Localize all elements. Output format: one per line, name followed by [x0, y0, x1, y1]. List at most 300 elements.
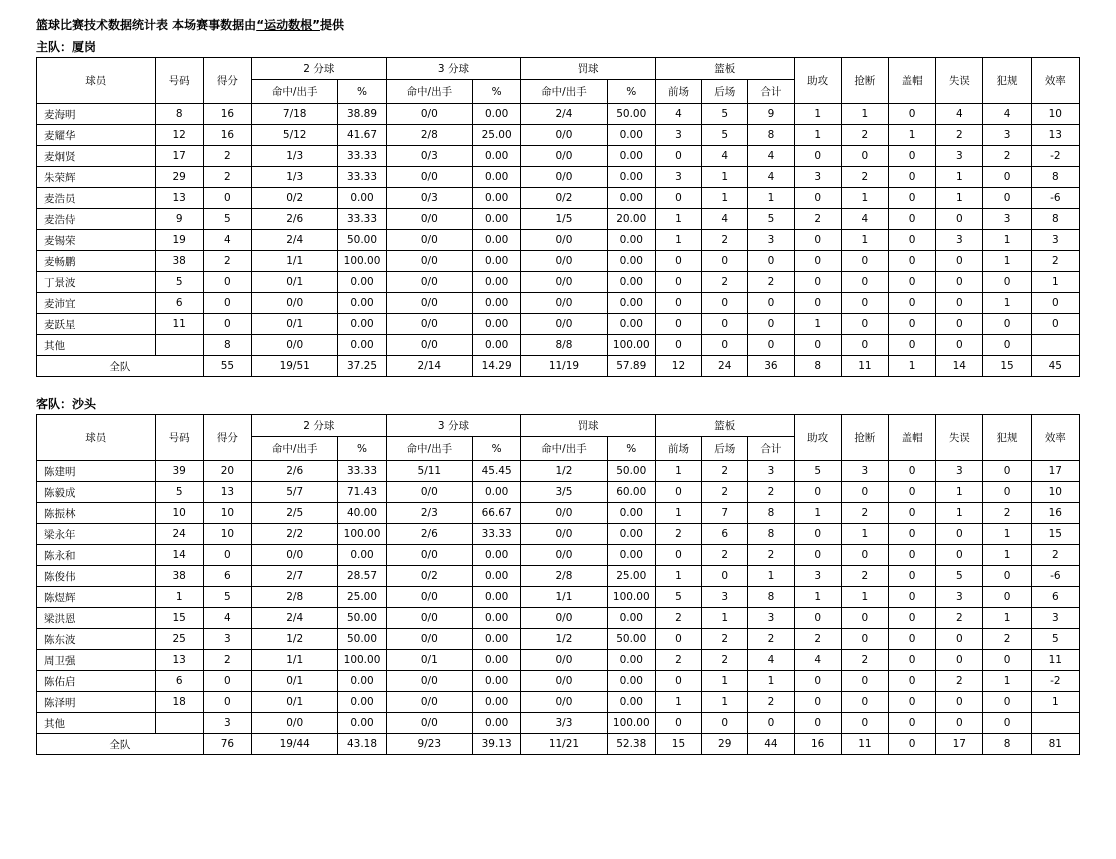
- player-row: [37, 104, 1080, 125]
- cell-assists: 1: [794, 587, 841, 608]
- cell-total-steals: 11: [841, 734, 888, 755]
- team-total-row: [37, 356, 1080, 377]
- cell-def-rebounds: 1: [702, 671, 748, 692]
- cell-total-three-pt-made-att: 2/14: [386, 356, 472, 377]
- cell-total-rebounds: 3: [748, 608, 794, 629]
- cell-efficiency: 15: [1031, 524, 1079, 545]
- cell-ft-pct: 0.00: [607, 146, 655, 167]
- player-row: [37, 713, 1080, 734]
- cell-player-name: 陈佑启: [37, 671, 156, 692]
- title-suffix: 提供: [319, 18, 344, 32]
- cell-fouls: 0: [983, 314, 1031, 335]
- cell-three-pt-pct: 0.00: [473, 167, 521, 188]
- cell-three-pt-pct: 0.00: [473, 104, 521, 125]
- subheader-made-att: 命中/出手: [521, 437, 607, 461]
- header-three-pt: 3 分球: [386, 58, 521, 80]
- cell-assists: 0: [794, 692, 841, 713]
- subheader-made-att: 命中/出手: [252, 80, 338, 104]
- cell-efficiency: 3: [1031, 608, 1079, 629]
- cell-two-pt-pct: 100.00: [338, 524, 386, 545]
- cell-ft-made-att: 0/0: [521, 167, 607, 188]
- cell-three-pt-made-att: 5/11: [386, 461, 472, 482]
- cell-turnovers: 0: [936, 209, 983, 230]
- cell-off-rebounds: 3: [655, 125, 701, 146]
- cell-two-pt-made-att: 5/7: [252, 482, 338, 503]
- cell-efficiency: 17: [1031, 461, 1079, 482]
- header-three-pt: 3 分球: [386, 415, 521, 437]
- cell-efficiency: 6: [1031, 587, 1079, 608]
- cell-ft-made-att: 1/1: [521, 587, 607, 608]
- cell-efficiency: 0: [1031, 293, 1079, 314]
- cell-player-name: 丁景波: [37, 272, 156, 293]
- cell-two-pt-pct: 0.00: [338, 293, 386, 314]
- cell-def-rebounds: 0: [702, 293, 748, 314]
- cell-three-pt-made-att: 2/8: [386, 125, 472, 146]
- cell-points: 2: [203, 146, 251, 167]
- cell-total-blocks: 0: [888, 734, 935, 755]
- cell-steals: 0: [841, 272, 888, 293]
- team-total-label: 全队: [37, 356, 204, 377]
- cell-fouls: 0: [983, 650, 1031, 671]
- header-assists: 助攻: [794, 58, 841, 104]
- cell-number: 6: [155, 671, 203, 692]
- cell-three-pt-pct: 0.00: [473, 587, 521, 608]
- subheader-total: 合计: [748, 80, 794, 104]
- cell-ft-made-att: 1/2: [521, 461, 607, 482]
- cell-two-pt-made-att: 0/1: [252, 314, 338, 335]
- cell-off-rebounds: 1: [655, 209, 701, 230]
- subheader-pct: %: [338, 80, 386, 104]
- cell-assists: 0: [794, 251, 841, 272]
- cell-three-pt-pct: 0.00: [473, 566, 521, 587]
- header-blocks: 盖帽: [888, 415, 935, 461]
- cell-total-two-pt-pct: 37.25: [338, 356, 386, 377]
- header-free-throw: 罚球: [521, 58, 656, 80]
- cell-efficiency: -6: [1031, 566, 1079, 587]
- cell-turnovers: 0: [936, 293, 983, 314]
- header-rebounds: 篮板: [655, 415, 794, 437]
- cell-blocks: 0: [888, 167, 935, 188]
- data-source-name: “运动数根”: [256, 18, 320, 32]
- cell-blocks: 0: [888, 272, 935, 293]
- cell-player-name: 陈振林: [37, 503, 156, 524]
- cell-three-pt-made-att: 2/6: [386, 524, 472, 545]
- cell-ft-pct: 0.00: [607, 167, 655, 188]
- cell-three-pt-pct: 45.45: [473, 461, 521, 482]
- cell-fouls: 2: [983, 629, 1031, 650]
- cell-fouls: 1: [983, 524, 1031, 545]
- cell-efficiency: -2: [1031, 146, 1079, 167]
- cell-ft-pct: 50.00: [607, 629, 655, 650]
- cell-points: 2: [203, 251, 251, 272]
- player-row: [37, 251, 1080, 272]
- subheader-made-att: 命中/出手: [386, 437, 472, 461]
- cell-three-pt-made-att: 0/0: [386, 272, 472, 293]
- cell-ft-pct: 0.00: [607, 545, 655, 566]
- cell-steals: 4: [841, 209, 888, 230]
- cell-turnovers: 1: [936, 482, 983, 503]
- cell-steals: 0: [841, 146, 888, 167]
- cell-points: 16: [203, 125, 251, 146]
- subheader-offensive: 前场: [655, 437, 701, 461]
- cell-blocks: 0: [888, 608, 935, 629]
- cell-fouls: 1: [983, 230, 1031, 251]
- cell-points: 3: [203, 713, 251, 734]
- player-row: [37, 335, 1080, 356]
- cell-two-pt-pct: 33.33: [338, 209, 386, 230]
- cell-ft-pct: 0.00: [607, 272, 655, 293]
- cell-def-rebounds: 2: [702, 272, 748, 293]
- cell-fouls: 2: [983, 146, 1031, 167]
- cell-two-pt-pct: 0.00: [338, 545, 386, 566]
- cell-number: 18: [155, 692, 203, 713]
- cell-def-rebounds: 2: [702, 545, 748, 566]
- cell-two-pt-made-att: 1/2: [252, 629, 338, 650]
- cell-two-pt-pct: 50.00: [338, 629, 386, 650]
- cell-two-pt-made-att: 1/3: [252, 146, 338, 167]
- cell-points: 5: [203, 587, 251, 608]
- subheader-pct: %: [607, 437, 655, 461]
- cell-number: 9: [155, 209, 203, 230]
- player-row: [37, 167, 1080, 188]
- cell-two-pt-made-att: 1/1: [252, 251, 338, 272]
- cell-off-rebounds: 1: [655, 230, 701, 251]
- header-two-pt: 2 分球: [252, 415, 387, 437]
- cell-ft-pct: 20.00: [607, 209, 655, 230]
- cell-three-pt-pct: 0.00: [473, 482, 521, 503]
- player-row: [37, 608, 1080, 629]
- cell-def-rebounds: 6: [702, 524, 748, 545]
- cell-turnovers: 2: [936, 125, 983, 146]
- cell-def-rebounds: 0: [702, 251, 748, 272]
- cell-two-pt-pct: 38.89: [338, 104, 386, 125]
- cell-turnovers: 1: [936, 503, 983, 524]
- cell-assists: 0: [794, 482, 841, 503]
- cell-two-pt-pct: 33.33: [338, 167, 386, 188]
- cell-efficiency: 1: [1031, 272, 1079, 293]
- cell-total-assists: 8: [794, 356, 841, 377]
- cell-turnovers: 0: [936, 692, 983, 713]
- player-row: [37, 629, 1080, 650]
- cell-ft-pct: 0.00: [607, 650, 655, 671]
- cell-three-pt-pct: 0.00: [473, 335, 521, 356]
- cell-blocks: 0: [888, 209, 935, 230]
- cell-def-rebounds: 2: [702, 650, 748, 671]
- cell-total-rebounds: 2: [748, 692, 794, 713]
- cell-total-rebounds: 1: [748, 566, 794, 587]
- cell-steals: 2: [841, 650, 888, 671]
- cell-total-rebounds: 3: [748, 230, 794, 251]
- cell-number: 38: [155, 251, 203, 272]
- cell-assists: 2: [794, 629, 841, 650]
- cell-number: 17: [155, 146, 203, 167]
- cell-total-rebounds: 4: [748, 146, 794, 167]
- cell-assists: 0: [794, 608, 841, 629]
- cell-ft-pct: 0.00: [607, 188, 655, 209]
- cell-assists: 0: [794, 524, 841, 545]
- cell-two-pt-pct: 0.00: [338, 713, 386, 734]
- cell-total-rebounds: 8: [748, 125, 794, 146]
- cell-two-pt-made-att: 1/1: [252, 650, 338, 671]
- cell-efficiency: 10: [1031, 104, 1079, 125]
- cell-three-pt-pct: 0.00: [473, 251, 521, 272]
- cell-points: 10: [203, 524, 251, 545]
- header-fouls: 犯规: [983, 58, 1031, 104]
- cell-off-rebounds: 0: [655, 545, 701, 566]
- cell-blocks: 0: [888, 230, 935, 251]
- cell-off-rebounds: 0: [655, 671, 701, 692]
- cell-turnovers: 2: [936, 608, 983, 629]
- cell-assists: 2: [794, 209, 841, 230]
- header-number: 号码: [155, 415, 203, 461]
- cell-ft-pct: 50.00: [607, 461, 655, 482]
- cell-blocks: 0: [888, 482, 935, 503]
- cell-player-name: 陈东波: [37, 629, 156, 650]
- header-points: 得分: [203, 415, 251, 461]
- cell-two-pt-pct: 0.00: [338, 335, 386, 356]
- cell-player-name: 其他: [37, 713, 156, 734]
- player-row: [37, 293, 1080, 314]
- cell-steals: 1: [841, 188, 888, 209]
- player-row: [37, 125, 1080, 146]
- header-row: [37, 415, 1080, 437]
- cell-efficiency: 8: [1031, 209, 1079, 230]
- cell-blocks: 0: [888, 335, 935, 356]
- cell-steals: 0: [841, 713, 888, 734]
- cell-turnovers: 1: [936, 188, 983, 209]
- player-row: [37, 650, 1080, 671]
- cell-off-rebounds: 0: [655, 188, 701, 209]
- cell-total-rebounds: 8: [748, 587, 794, 608]
- cell-two-pt-made-att: 2/6: [252, 209, 338, 230]
- cell-def-rebounds: 4: [702, 209, 748, 230]
- cell-steals: 0: [841, 671, 888, 692]
- player-row: [37, 482, 1080, 503]
- header-blocks: 盖帽: [888, 58, 935, 104]
- cell-total-steals: 11: [841, 356, 888, 377]
- cell-player-name: 麦沛宜: [37, 293, 156, 314]
- cell-fouls: 0: [983, 692, 1031, 713]
- cell-blocks: 0: [888, 629, 935, 650]
- cell-assists: 0: [794, 335, 841, 356]
- cell-number: 15: [155, 608, 203, 629]
- cell-turnovers: 0: [936, 524, 983, 545]
- cell-ft-made-att: 8/8: [521, 335, 607, 356]
- cell-three-pt-made-att: 0/0: [386, 314, 472, 335]
- cell-turnovers: 0: [936, 251, 983, 272]
- cell-total-rebounds: 9: [748, 104, 794, 125]
- cell-two-pt-pct: 50.00: [338, 608, 386, 629]
- cell-total-three-pt-made-att: 9/23: [386, 734, 472, 755]
- cell-steals: 0: [841, 251, 888, 272]
- cell-def-rebounds: 1: [702, 188, 748, 209]
- cell-off-rebounds: 1: [655, 566, 701, 587]
- cell-three-pt-made-att: 0/0: [386, 251, 472, 272]
- cell-fouls: 2: [983, 503, 1031, 524]
- cell-steals: 0: [841, 335, 888, 356]
- player-row: [37, 272, 1080, 293]
- cell-efficiency: 2: [1031, 545, 1079, 566]
- cell-three-pt-made-att: 0/0: [386, 167, 472, 188]
- team-total-label: 全队: [37, 734, 204, 755]
- cell-efficiency: -2: [1031, 671, 1079, 692]
- cell-ft-made-att: 0/0: [521, 608, 607, 629]
- cell-ft-pct: 0.00: [607, 692, 655, 713]
- cell-off-rebounds: 2: [655, 524, 701, 545]
- cell-ft-pct: 0.00: [607, 503, 655, 524]
- header-points: 得分: [203, 58, 251, 104]
- cell-steals: 2: [841, 503, 888, 524]
- cell-turnovers: 1: [936, 167, 983, 188]
- cell-number: 19: [155, 230, 203, 251]
- cell-three-pt-made-att: 0/1: [386, 650, 472, 671]
- cell-number: [155, 713, 203, 734]
- cell-total-efficiency: 45: [1031, 356, 1079, 377]
- cell-three-pt-pct: 0.00: [473, 692, 521, 713]
- cell-two-pt-made-att: 0/0: [252, 545, 338, 566]
- cell-three-pt-pct: 0.00: [473, 545, 521, 566]
- cell-ft-made-att: 2/8: [521, 566, 607, 587]
- header-assists: 助攻: [794, 415, 841, 461]
- cell-number: 39: [155, 461, 203, 482]
- cell-ft-made-att: 1/5: [521, 209, 607, 230]
- cell-def-rebounds: 0: [702, 314, 748, 335]
- cell-assists: 1: [794, 104, 841, 125]
- cell-two-pt-pct: 40.00: [338, 503, 386, 524]
- cell-three-pt-pct: 0.00: [473, 671, 521, 692]
- cell-two-pt-pct: 25.00: [338, 587, 386, 608]
- cell-steals: 2: [841, 167, 888, 188]
- cell-assists: 4: [794, 650, 841, 671]
- cell-total-blocks: 1: [888, 356, 935, 377]
- cell-total-rebounds: 8: [748, 524, 794, 545]
- cell-ft-made-att: 0/0: [521, 650, 607, 671]
- cell-def-rebounds: 5: [702, 125, 748, 146]
- cell-three-pt-made-att: 2/3: [386, 503, 472, 524]
- cell-two-pt-pct: 0.00: [338, 671, 386, 692]
- cell-def-rebounds: 2: [702, 461, 748, 482]
- title-prefix: 篮球比赛技术数据统计表 本场赛事数据由: [36, 18, 257, 32]
- subheader-pct: %: [473, 80, 521, 104]
- cell-turnovers: 0: [936, 713, 983, 734]
- cell-three-pt-pct: 66.67: [473, 503, 521, 524]
- cell-off-rebounds: 0: [655, 335, 701, 356]
- cell-off-rebounds: 2: [655, 608, 701, 629]
- cell-points: 3: [203, 629, 251, 650]
- cell-number: [155, 335, 203, 356]
- cell-total-points: 55: [203, 356, 251, 377]
- cell-turnovers: 3: [936, 461, 983, 482]
- cell-blocks: 0: [888, 524, 935, 545]
- cell-total-turnovers: 17: [936, 734, 983, 755]
- cell-two-pt-made-att: 2/7: [252, 566, 338, 587]
- header-rebounds: 篮板: [655, 58, 794, 80]
- cell-turnovers: 0: [936, 272, 983, 293]
- cell-points: 0: [203, 188, 251, 209]
- cell-off-rebounds: 3: [655, 167, 701, 188]
- cell-total-rebounds: 5: [748, 209, 794, 230]
- cell-turnovers: 0: [936, 650, 983, 671]
- cell-two-pt-made-att: 0/1: [252, 692, 338, 713]
- cell-turnovers: 3: [936, 230, 983, 251]
- cell-blocks: 0: [888, 293, 935, 314]
- header-number: 号码: [155, 58, 203, 104]
- cell-blocks: 0: [888, 503, 935, 524]
- cell-steals: 1: [841, 524, 888, 545]
- header-turnovers: 失误: [936, 415, 983, 461]
- cell-player-name: 梁洪恩: [37, 608, 156, 629]
- cell-blocks: 0: [888, 671, 935, 692]
- cell-number: 13: [155, 188, 203, 209]
- cell-fouls: 0: [983, 713, 1031, 734]
- cell-assists: 1: [794, 125, 841, 146]
- subheader-made-att: 命中/出手: [521, 80, 607, 104]
- cell-three-pt-made-att: 0/3: [386, 188, 472, 209]
- cell-steals: 2: [841, 566, 888, 587]
- subheader-defensive: 后场: [702, 80, 748, 104]
- cell-ft-pct: 100.00: [607, 713, 655, 734]
- cell-total-fouls: 15: [983, 356, 1031, 377]
- cell-efficiency: 3: [1031, 230, 1079, 251]
- cell-ft-made-att: 0/0: [521, 314, 607, 335]
- cell-number: 11: [155, 314, 203, 335]
- cell-total-rebounds: 1: [748, 671, 794, 692]
- cell-def-rebounds: 0: [702, 335, 748, 356]
- cell-blocks: 0: [888, 545, 935, 566]
- cell-turnovers: 0: [936, 629, 983, 650]
- cell-ft-pct: 60.00: [607, 482, 655, 503]
- cell-ft-made-att: 0/0: [521, 671, 607, 692]
- cell-total-rebounds: 0: [748, 335, 794, 356]
- cell-three-pt-pct: 0.00: [473, 146, 521, 167]
- cell-turnovers: 2: [936, 671, 983, 692]
- cell-total-rebounds: 2: [748, 629, 794, 650]
- cell-two-pt-made-att: 2/5: [252, 503, 338, 524]
- cell-def-rebounds: 5: [702, 104, 748, 125]
- cell-three-pt-made-att: 0/0: [386, 671, 472, 692]
- cell-two-pt-pct: 50.00: [338, 230, 386, 251]
- cell-steals: 0: [841, 293, 888, 314]
- cell-two-pt-pct: 0.00: [338, 314, 386, 335]
- cell-ft-made-att: 0/0: [521, 503, 607, 524]
- cell-steals: 0: [841, 692, 888, 713]
- cell-three-pt-pct: 0.00: [473, 230, 521, 251]
- cell-ft-pct: 100.00: [607, 335, 655, 356]
- cell-fouls: 0: [983, 566, 1031, 587]
- home-team-stats-table: [36, 57, 1080, 377]
- cell-points: 2: [203, 650, 251, 671]
- cell-three-pt-made-att: 0/0: [386, 629, 472, 650]
- cell-def-rebounds: 2: [702, 629, 748, 650]
- cell-number: 8: [155, 104, 203, 125]
- header-fouls: 犯规: [983, 415, 1031, 461]
- cell-number: 14: [155, 545, 203, 566]
- cell-ft-made-att: 0/0: [521, 251, 607, 272]
- cell-assists: 0: [794, 230, 841, 251]
- cell-ft-made-att: 0/0: [521, 524, 607, 545]
- header-efficiency: 效率: [1031, 58, 1079, 104]
- player-row: [37, 188, 1080, 209]
- cell-assists: 3: [794, 167, 841, 188]
- cell-number: 6: [155, 293, 203, 314]
- cell-two-pt-pct: 0.00: [338, 188, 386, 209]
- cell-turnovers: 3: [936, 146, 983, 167]
- cell-two-pt-made-att: 2/4: [252, 230, 338, 251]
- cell-efficiency: -6: [1031, 188, 1079, 209]
- cell-two-pt-pct: 28.57: [338, 566, 386, 587]
- cell-total-turnovers: 14: [936, 356, 983, 377]
- cell-three-pt-made-att: 0/0: [386, 230, 472, 251]
